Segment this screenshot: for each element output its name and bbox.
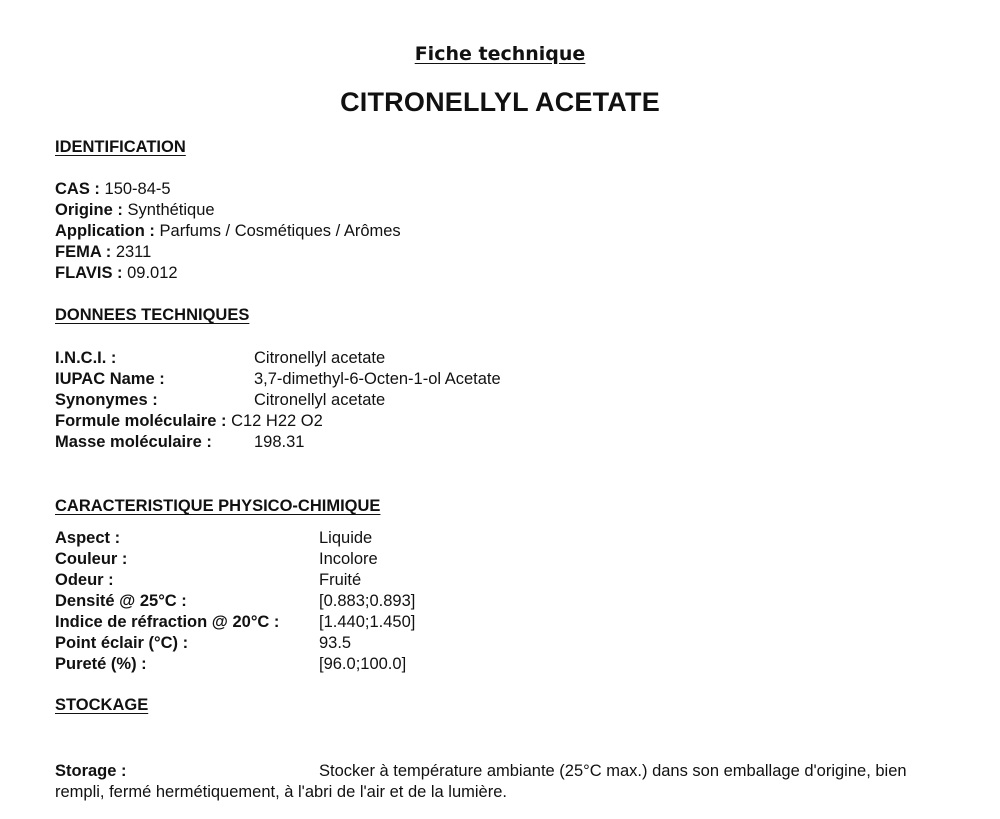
section-heading-identification: IDENTIFICATION [55,138,186,156]
identification-row-application [55,221,401,242]
field-label: Point éclair (°C) : [55,634,189,652]
field-value: 198.31 [254,433,305,451]
field-value: 3,7-dimethyl-6-Octen-1-ol Acetate [254,370,501,388]
field-label: Pureté (%) : [55,655,147,673]
section-heading-physico: CARACTERISTIQUE PHYSICO-CHIMIQUE [55,497,381,515]
storage-value: Stocker à température ambiante (25°C max.) dans son emballage d'origine, bien rempli, fermé hermétiquement, à l'abri de l'air et de la lumière. [55,762,907,801]
field-value: Fruité [319,571,362,589]
product-name: CITRONELLYL ACETATE [340,87,660,117]
identification-row-origine [55,200,215,221]
field-label: Couleur : [55,550,128,568]
field-value: 93.5 [319,634,352,652]
storage-label: Storage : [55,762,127,780]
field-label: Indice de réfraction @ 20°C : [55,613,280,631]
field-value: [96.0;100.0] [319,655,407,673]
field-label: IUPAC Name : [55,370,165,388]
field-label: I.N.C.I. : [55,349,117,367]
field-value: Liquide [319,529,373,547]
field-label: CAS : [55,180,100,198]
field-value: Citronellyl acetate [254,391,386,409]
technical-row-formule [55,411,323,432]
field-label: Formule moléculaire : [55,412,227,430]
field-label: Origine : [55,201,123,219]
storage-paragraph [55,761,955,803]
section-heading-technical: DONNEES TECHNIQUES [55,306,250,324]
field-label: Odeur : [55,571,114,589]
section-heading-storage: STOCKAGE [55,696,149,714]
field-label: Synonymes : [55,391,158,409]
identification-row-cas [55,179,171,200]
field-label: FEMA : [55,243,112,261]
field-label: Application : [55,222,155,240]
field-value: Parfums / Cosmétiques / Arômes [159,222,401,240]
field-label: Masse moléculaire : [55,433,212,451]
field-label: FLAVIS : [55,264,123,282]
field-label: Densité @ 25°C : [55,592,187,610]
field-value: C12 H22 O2 [231,412,323,430]
field-value: 2311 [115,243,152,261]
field-label: Aspect : [55,529,121,547]
field-value: Synthétique [127,201,215,219]
field-value: Incolore [319,550,378,568]
document-title: Fiche technique [414,43,586,65]
field-value: [1.440;1.450] [319,613,416,631]
field-value: [0.883;0.893] [319,592,416,610]
field-value: 09.012 [127,264,178,282]
identification-row-flavis [55,263,178,284]
field-value: 150-84-5 [104,180,171,198]
identification-row-fema [55,242,151,263]
field-value: Citronellyl acetate [254,349,386,367]
